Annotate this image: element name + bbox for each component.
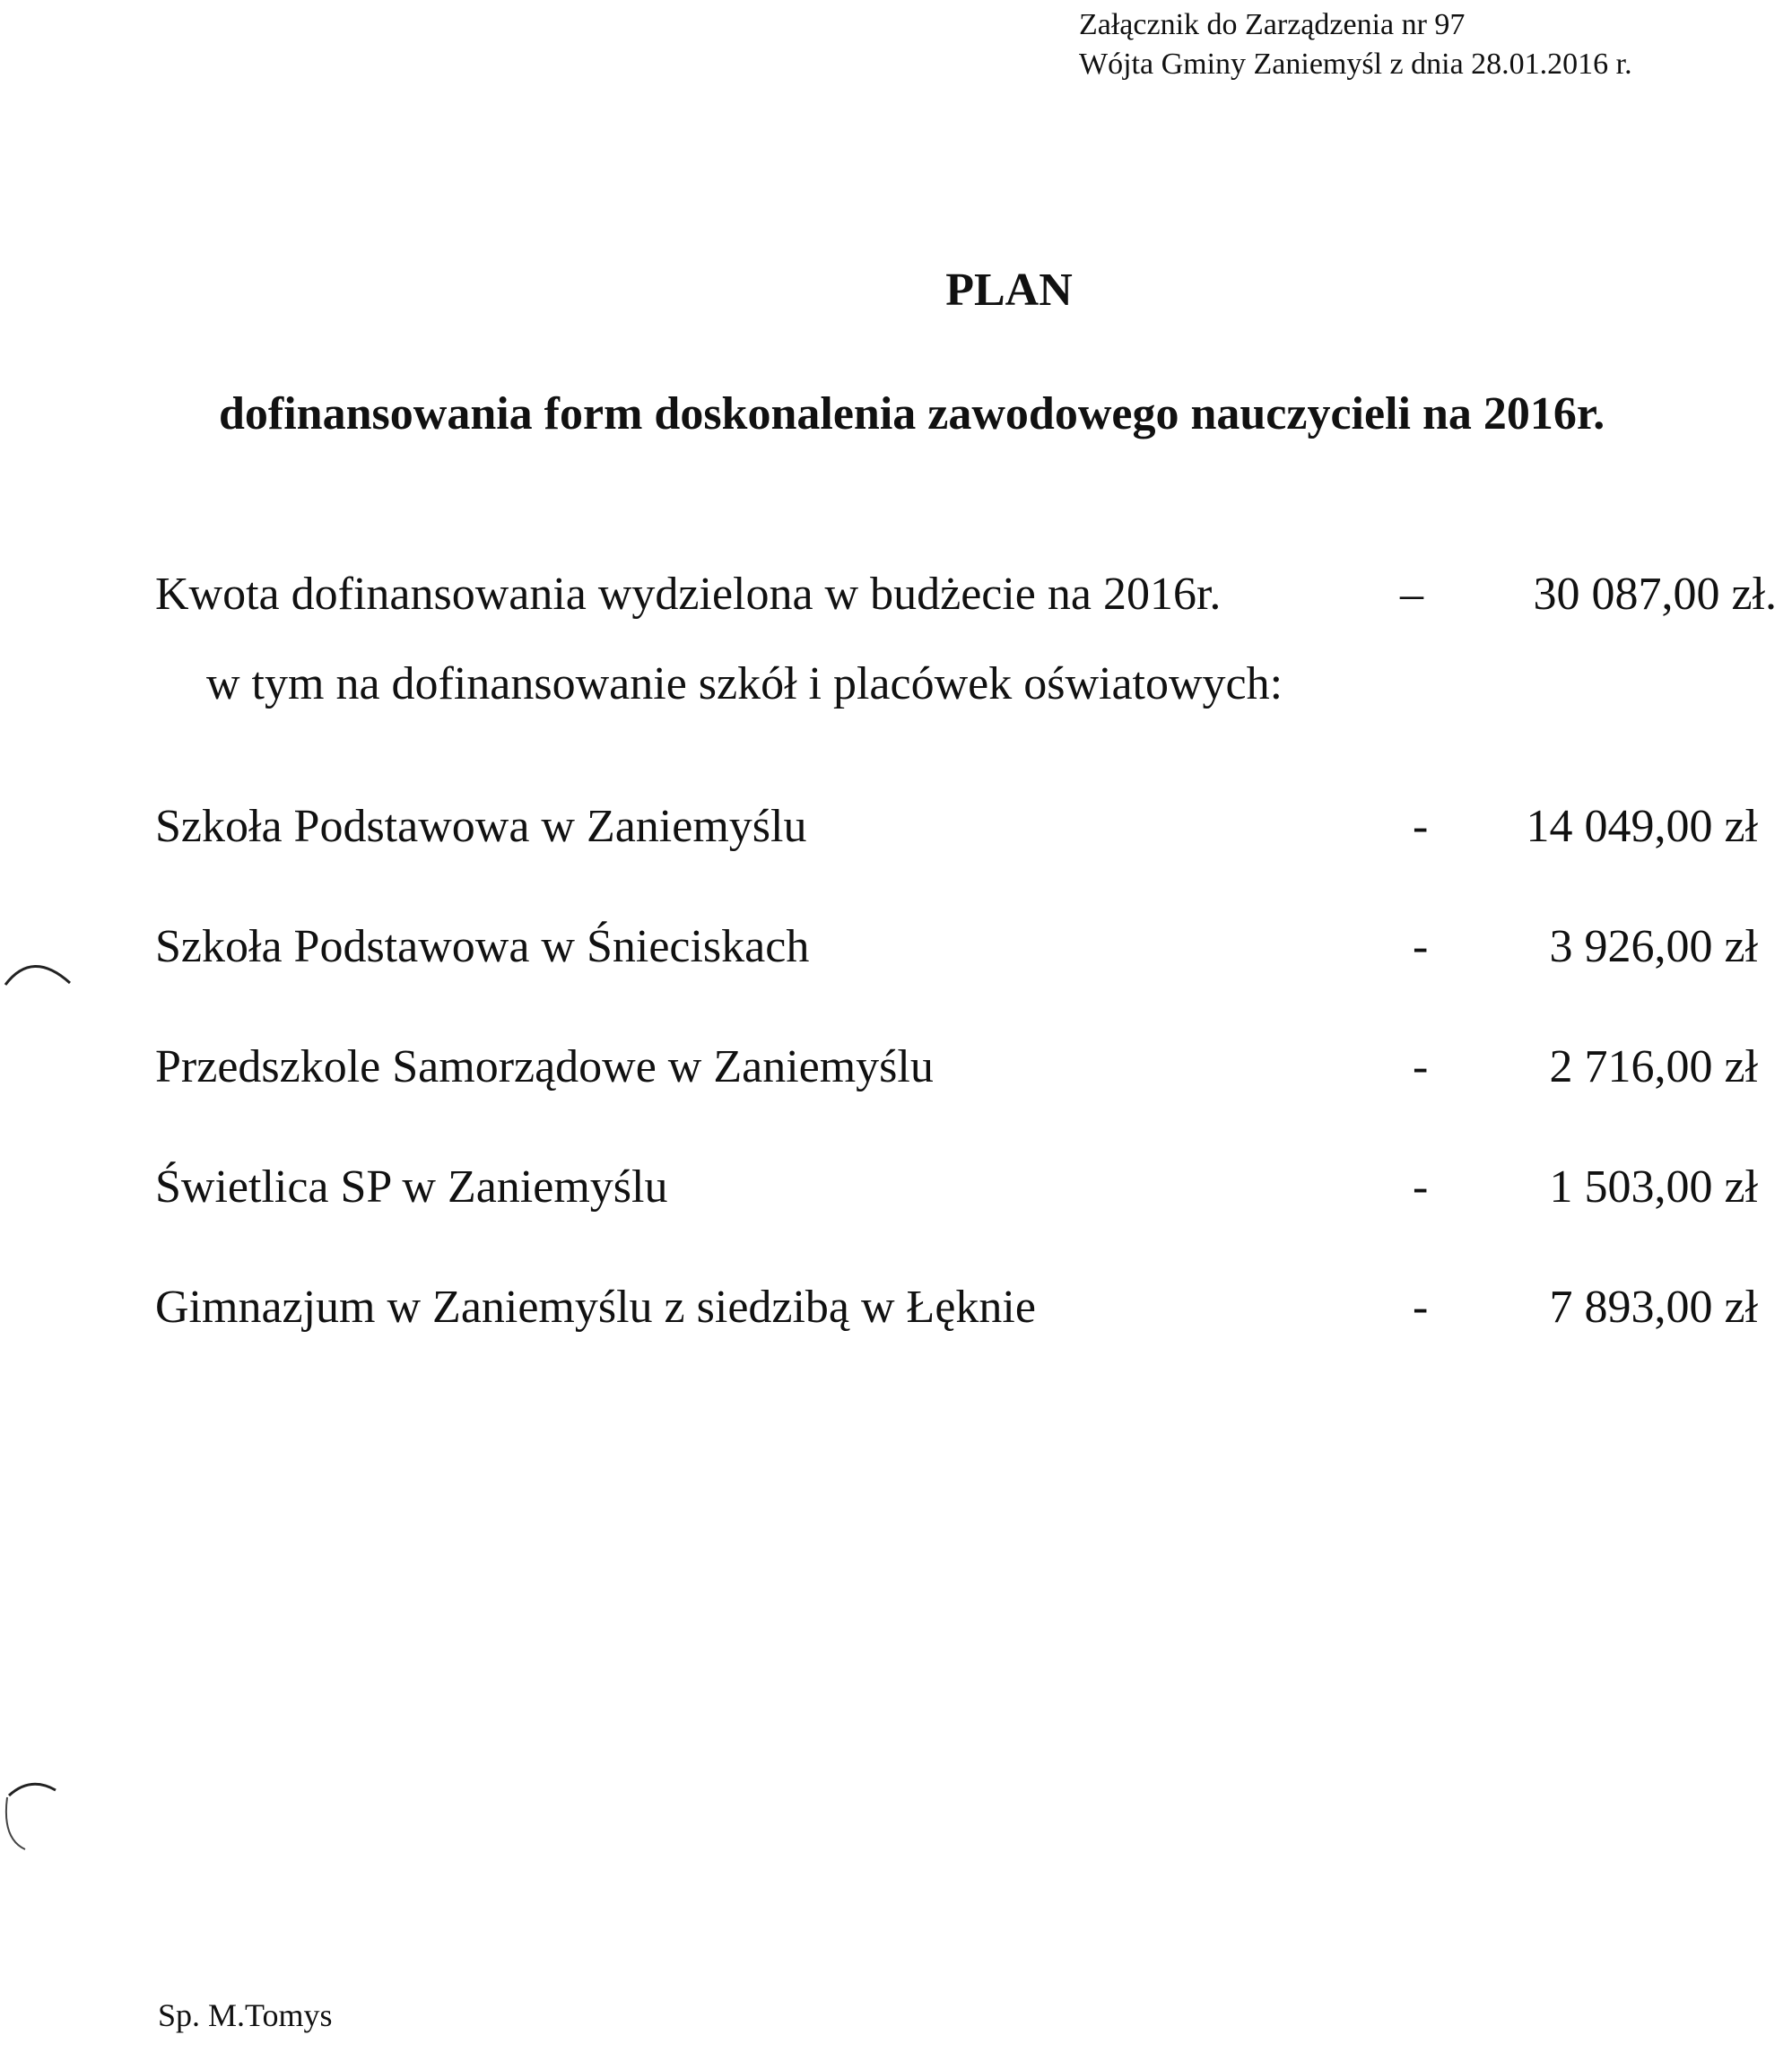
reference-line-1: Załącznik do Zarządzenia nr 97 xyxy=(1079,8,1466,41)
item-dash: - xyxy=(1413,1041,1429,1092)
list-item xyxy=(155,916,1758,1036)
list-item xyxy=(155,1156,1758,1276)
institution-amount: 7 893,00 zł xyxy=(1549,1282,1758,1333)
institution-name: Szkoła Podstawowa w Śnieciskach xyxy=(155,921,810,972)
total-dash: – xyxy=(1400,569,1423,620)
total-label: Kwota dofinansowania wydzielona w budżecie na 2016r. xyxy=(155,569,1222,620)
institution-name: Gimnazjum w Zaniemyślu z siedzibą w Łęknie xyxy=(155,1282,1036,1333)
prepared-by-signature: Sp. M.Tomys xyxy=(158,1997,333,2033)
document-subtitle: dofinansowania form doskonalenia zawodowego nauczycieli na 2016r. xyxy=(219,388,1605,439)
breakdown-intro: w tym na dofinansowanie szkół i placówek oświatowych: xyxy=(206,658,1283,709)
item-dash: - xyxy=(1413,921,1429,972)
allocation-list xyxy=(155,796,1758,1396)
item-dash: - xyxy=(1413,1161,1429,1213)
item-dash: - xyxy=(1413,801,1429,852)
institution-amount: 2 716,00 zł xyxy=(1549,1041,1758,1092)
list-item xyxy=(155,1276,1758,1396)
total-amount-row xyxy=(155,563,1777,626)
document-reference xyxy=(1079,5,1632,84)
institution-amount: 3 926,00 zł xyxy=(1549,921,1758,972)
reference-line-2: Wójta Gminy Zaniemyśl z dnia 28.01.2016 r. xyxy=(1079,48,1632,81)
institution-name: Świetlica SP w Zaniemyślu xyxy=(155,1161,668,1213)
document-title: PLAN xyxy=(945,265,1073,316)
list-item xyxy=(155,1036,1758,1156)
institution-name: Szkoła Podstawowa w Zaniemyślu xyxy=(155,801,807,852)
institution-amount: 1 503,00 zł xyxy=(1549,1161,1758,1213)
total-amount: 30 087,00 zł. xyxy=(1533,569,1777,620)
institution-name: Przedszkole Samorządowe w Zaniemyślu xyxy=(155,1041,934,1092)
institution-amount: 14 049,00 zł xyxy=(1526,801,1758,852)
list-item xyxy=(155,796,1758,916)
item-dash: - xyxy=(1413,1282,1429,1333)
